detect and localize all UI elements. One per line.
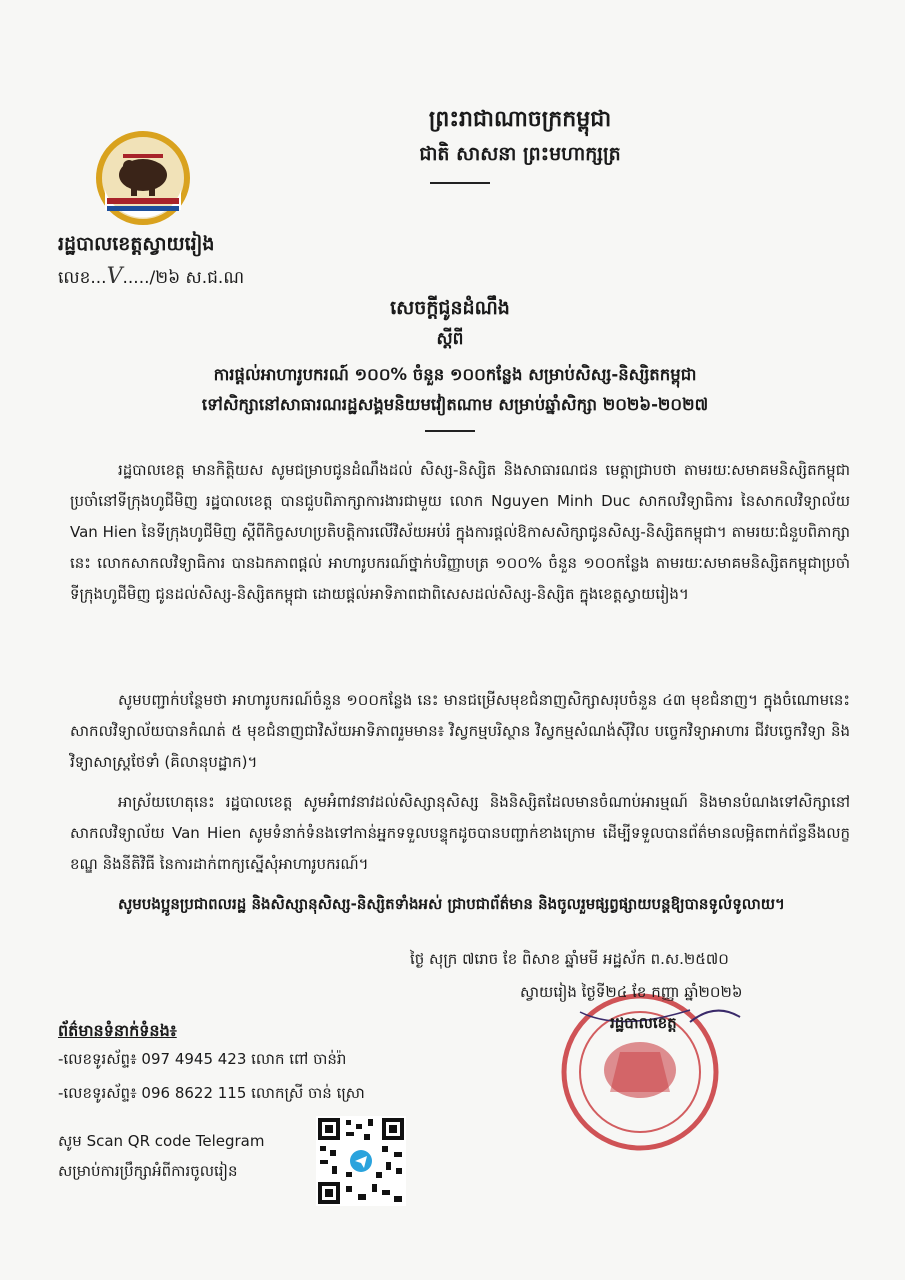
telegram-qr-code-icon[interactable] xyxy=(316,1116,406,1206)
subject-line-1: ការផ្តល់អាហារូបករណ៍ ១០០% ចំនួន ១០០កន្លែង សម្រាប់សិស្ស-និស្សិតកម្ពុជា xyxy=(213,365,697,384)
signatory-title: រដ្ឋបាលខេត្ត xyxy=(610,1014,677,1032)
ref-prefix: លេខ... xyxy=(58,268,107,288)
reference-number xyxy=(58,264,318,292)
motto-divider xyxy=(430,182,490,184)
ref-handwritten-mark: V xyxy=(106,264,123,289)
notice-subject xyxy=(70,360,840,420)
provincial-emblem-icon xyxy=(95,130,191,230)
lunar-date: ថ្ងៃ សុក្រ ៧រោច ខែ ពិសាខ ឆ្នាំមមី អដ្ឋស័ក ព.ស.២៥៧០ xyxy=(410,950,729,968)
national-motto: ជាតិ សាសនា ព្រះមហាក្សត្រ xyxy=(419,143,621,165)
subject-line-2: ទៅសិក្សានៅសាធារណរដ្ឋសង្គមនិយមវៀតណាម សម្រាប់ឆ្នាំសិក្សា ២០២៦-២០២៧ xyxy=(201,395,709,414)
contact-phone-2: -លេខទូរស័ព្ទ៖ 096 8622 115 លោកស្រី ចាន់ ស្រោ xyxy=(58,1084,365,1102)
qr-instruction-line-1: សូម Scan QR code Telegram xyxy=(58,1132,265,1150)
contact-heading: ព័ត៌មានទំនាក់ទំនង៖ xyxy=(58,1021,177,1040)
qr-instructions xyxy=(58,1126,308,1186)
body-paragraph-2: សូមបញ្ជាក់បន្ថែមថា អាហារូបករណ៍ចំនួន ១០០កន្លែង នេះ មានជម្រើសមុខជំនាញសិក្សាសរុបចំនួន ៤៣ មុខជំនាញ។ ក្នុងចំណោមនេះ សាកលវិទ្យាល័យបានកំណត់ ៥ មុខជំនាញជាវិស័យអាទិភាពរួមមាន៖ វិស្វកម្មបរិស្ថាន វិស្វកម្មសំណង់ស៊ីវិល បច្ចេកវិទ្យាអាហារ ជីវបច្ចេកវិទ្យា និងវិទ្យាសាស្ត្រថែទាំ (គិលានុបដ្ឋាក)។ xyxy=(70,691,850,771)
notice-regarding: ស្តីពី xyxy=(436,329,464,349)
body-paragraph-3: អាស្រ័យហេតុនេះ រដ្ឋបាលខេត្ត សូមអំពាវនាវដល់សិស្សានុសិស្ស និងនិស្សិតដែលមានចំណាប់អារម្មណ៍ និងមានបំណងទៅសិក្សានៅសាកលវិទ្យាល័យ Van Hien សូមទំនាក់ទំនងទៅកាន់អ្នកទទួលបន្ទុកដូចបានបញ្ជាក់ខាងក្រោម ដើម្បីទទួលបានព័ត៌មានលម្អិតពាក់ព័ន្ធនឹងលក្ខខណ្ឌ និងនីតិវិធី នៃការដាក់ពាក្យស្នើសុំអាហារូបករណ៍។ xyxy=(70,793,850,873)
body-paragraph-1: រដ្ឋបាលខេត្ត មានកិត្តិយស សូមជម្រាបជូនដំណឹងដល់ សិស្ស-និស្សិត និងសាធារណជន មេត្តាជ្រាបថា តាមរយៈសមាគមនិស្សិតកម្ពុជាប្រចាំនៅទីក្រុងហូជីមិញ រដ្ឋបាលខេត្ត បានជួបពិភាក្សាការងារជាមួយ លោក Nguyen Minh Duc សាកលវិទ្យាធិការ នៃសាកលវិទ្យាល័យ Van Hien នៃទីក្រុងហូជីមិញ ស្តីពីកិច្ចសហប្រតិបត្តិការលើវិស័យអប់រំ ក្នុងការផ្តល់ឱកាសសិក្សាជូនសិស្ស-និស្សិតកម្ពុជា។ តាមរយៈជំនួបពិភាក្សានេះ លោកសាកលវិទ្យាធិការ បានឯកភាពផ្តល់ អាហារូបករណ៍ថ្នាក់បរិញ្ញាបត្រ ១០០% ចំនួន ១០០កន្លែង តាមរយៈសមាគមនិស្សិតកម្ពុជាប្រចាំទីក្រុងហូជីមិញ ជូនដល់សិស្ស-និស្សិតកម្ពុជា ដោយផ្តល់អាទិភាពជាពិសេសដល់សិស្ស-និស្សិត ក្នុងខេត្តស្វាយរៀង។ xyxy=(70,461,850,603)
subject-divider xyxy=(425,430,475,432)
body-paragraph-4: សូមបងប្អូនប្រជាពលរដ្ឋ និងសិស្សានុសិស្ស-និស្សិតទាំងអស់ ជ្រាបជាព័ត៌មាន និងចូលរួមផ្សព្វផ្សាយបន្តឱ្យបានទូលំទូលាយ។ xyxy=(118,895,785,913)
qr-instruction-line-2: សម្រាប់ការប្រឹក្សាអំពីការចូលរៀន xyxy=(58,1162,238,1180)
ref-suffix: ...../២៦ ស.ជ.ណ xyxy=(122,268,245,288)
issuing-administration: រដ្ឋបាលខេត្តស្វាយរៀង xyxy=(58,233,215,255)
solar-date: ស្វាយរៀង ថ្ងៃទី២៤ ខែ កញ្ញា ឆ្នាំ២០២៦ xyxy=(520,983,743,1001)
contact-phone-1: -លេខទូរស័ព្ទ៖ 097 4945 423 លោក ពៅ ចាន់រ៉ា xyxy=(58,1050,347,1068)
notice-title: សេចក្តីជូនដំណឹង xyxy=(390,297,510,319)
kingdom-heading: ព្រះរាជាណាចក្រកម្ពុជា xyxy=(428,106,612,132)
